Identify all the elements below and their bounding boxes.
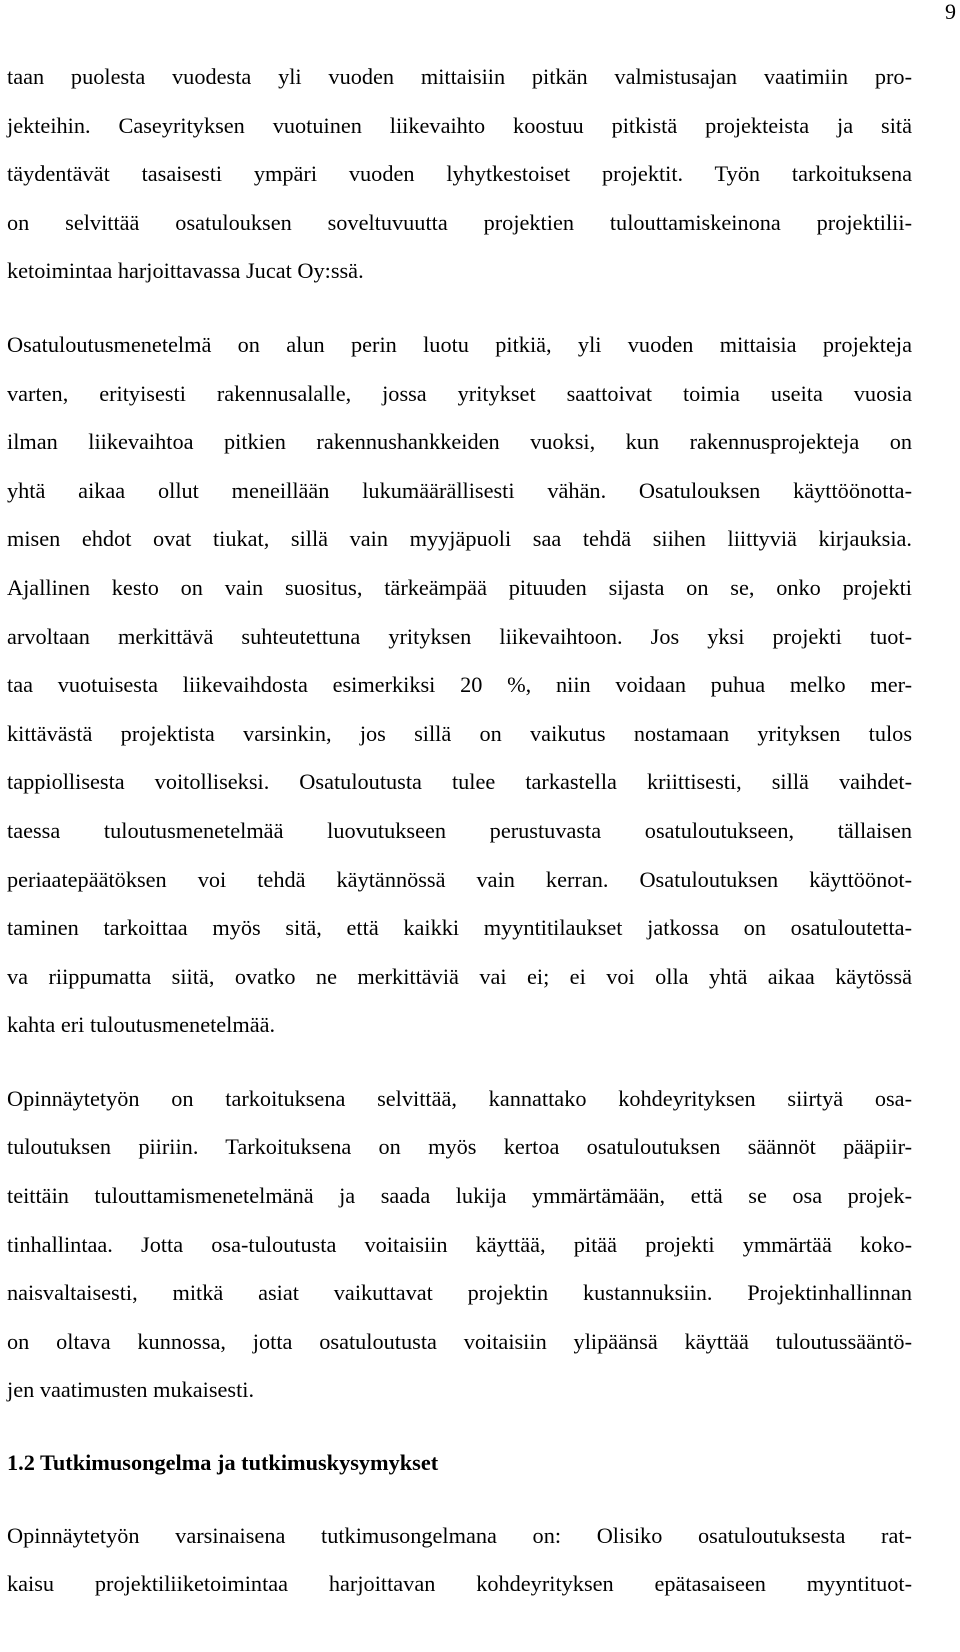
paragraph-line: jekteihin. Caseyrityksen vuotuinen liikevaihto koostuu pitkistä projekteista ja sitä <box>7 112 912 138</box>
paragraph-line: arvoltaan merkittävä suhteutettuna yrityksen liikevaihtoon. Jos yksi projekti tuot- <box>7 623 912 649</box>
paragraph-line: tinhallintaa. Jotta osa-tuloutusta voitaisiin käyttää, pitää projekti ymmärtää koko- <box>7 1231 912 1257</box>
paragraph-line: taessa tuloutusmenetelmää luovutukseen perustuvasta osatuloutukseen, tällaisen <box>7 817 912 843</box>
paragraph-line: on oltava kunnossa, jotta osatuloutusta voitaisiin ylipäänsä käyttää tuloutussääntö- <box>7 1328 912 1354</box>
paragraph-line: tuloutuksen piiriin. Tarkoituksena on myös kertoa osatuloutuksen säännöt pääpiir- <box>7 1134 912 1160</box>
paragraph-line: jen vaatimusten mukaisesti. <box>7 1377 255 1403</box>
paragraph-line: kaisu projektiliiketoimintaa harjoittavan kohdeyrityksen epätasaiseen myyntituot- <box>7 1571 912 1597</box>
paragraph-line: kahta eri tuloutusmenetelmää. <box>7 1012 276 1038</box>
paragraph-1 <box>7 53 912 296</box>
paragraph-line: taminen tarkoittaa myös sitä, että kaikki myyntitilaukset jatkossa on osatuloutetta- <box>7 915 912 941</box>
page-number: 9 <box>945 0 956 24</box>
paragraph-line: taa vuotuisesta liikevaihdosta esimerkiksi 20 %, niin voidaan puhua melko mer- <box>7 672 912 698</box>
paragraph-line: täydentävät tasaisesti ympäri vuoden lyhytkestoiset projektit. Työn tarkoituksena <box>7 161 912 187</box>
section-heading: 1.2 Tutkimusongelma ja tutkimuskysymykset <box>7 1450 439 1476</box>
paragraph-line: teittäin tulouttamismenetelmänä ja saada lukija ymmärtämään, että se osa projek- <box>7 1183 912 1209</box>
paragraph-line: taan puolesta vuodesta yli vuoden mittaisiin pitkän valmistusajan vaatimiin pro- <box>7 64 912 89</box>
paragraph-2 <box>7 321 912 1050</box>
paragraph-line: varten, erityisesti rakennusalalle, jossa yritykset saattoivat toimia useita vuosia <box>7 380 912 406</box>
document-body <box>7 53 912 1609</box>
paragraph-line: ilman liikevaihtoa pitkien rakennushankkeiden vuoksi, kun rakennusprojekteja on <box>7 429 912 455</box>
paragraph-line: yhtä aikaa ollut meneillään lukumäärällisesti vähän. Osatulouksen käyttöönotta- <box>7 477 912 503</box>
paragraph-line: Opinnäytetyön on tarkoituksena selvittää, kannattako kohdeyrityksen siirtyä osa- <box>7 1085 912 1111</box>
paragraph-line: periaatepäätöksen voi tehdä käytännössä vain kerran. Osatuloutuksen käyttöönot- <box>7 866 912 892</box>
paragraph-line: naisvaltaisesti, mitkä asiat vaikuttavat projektin kustannuksiin. Projektinhallinnan <box>7 1280 912 1306</box>
paragraph-line: ketoimintaa harjoittavassa Jucat Oy:ssä. <box>7 258 364 284</box>
paragraph-4 <box>7 1512 912 1609</box>
paragraph-line: Ajallinen kesto on vain suositus, tärkeämpää pituuden sijasta on se, onko projekti <box>7 574 912 600</box>
paragraph-3 <box>7 1075 912 1415</box>
paragraph-line: on selvittää osatulouksen soveltuvuutta projektien tulouttamiskeinona projektilii- <box>7 209 912 235</box>
paragraph-line: Opinnäytetyön varsinaisena tutkimusongelmana on: Olisiko osatuloutuksesta rat- <box>7 1522 912 1548</box>
paragraph-line: Osatuloutusmenetelmä on alun perin luotu pitkiä, yli vuoden mittaisia projekteja <box>7 331 912 357</box>
paragraph-line: tappiollisesta voitolliseksi. Osatuloutusta tulee tarkastella kriittisesti, sillä vaihdet- <box>7 769 912 795</box>
paragraph-line: kittävästä projektista varsinkin, jos sillä on vaikutus nostamaan yrityksen tulos <box>7 720 912 746</box>
paragraph-line: va riippumatta siitä, ovatko ne merkittäviä vai ei; ei voi olla yhtä aikaa käytössä <box>7 963 912 989</box>
paragraph-line: misen ehdot ovat tiukat, sillä vain myyjäpuoli saa tehdä siihen liittyviä kirjauksia. <box>7 526 912 552</box>
